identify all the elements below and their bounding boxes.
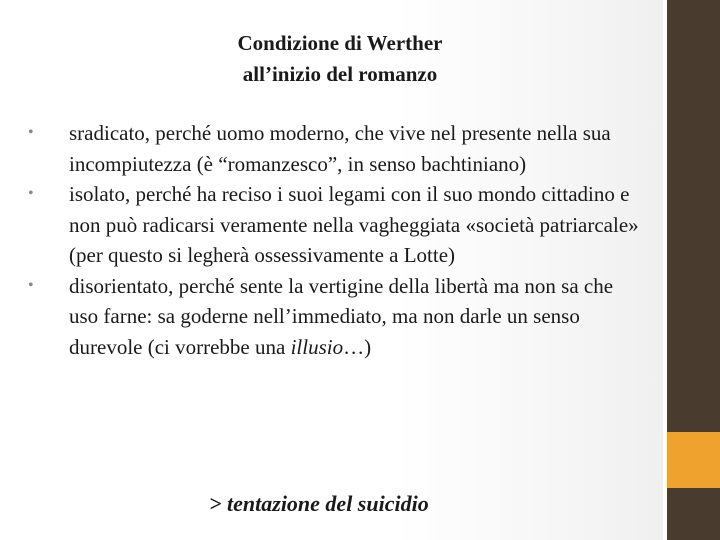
- conclusion-text: > tentazione del suicidio: [209, 491, 429, 516]
- bullet-text-tail: …): [343, 334, 372, 359]
- bullet-icon: •: [28, 124, 34, 141]
- bullet-item-disorientato: [24, 271, 644, 363]
- bullet-item-isolato: [24, 179, 644, 271]
- title-line-1: Condizione di Werther: [237, 31, 443, 55]
- bullet-icon: •: [28, 185, 34, 202]
- title-line-2: all’inizio del romanzo: [242, 62, 438, 86]
- slide-title: [180, 28, 500, 90]
- bullet-text: isolato, perché ha reciso i suoi legami con il suo mondo cittadino e non può radicarsi veramente nella vagheggiata «società patriarcale» (per questo si legherà ossessivamente a Lotte): [69, 182, 639, 267]
- bullet-text: sradicato, perché uomo moderno, che vive nel presente nella sua incompiutezza (è “romanzesco”, in senso bachtiniano): [69, 121, 611, 176]
- bullet-text: disorientato, perché sente la vertigine della libertà ma non sa che uso farne: sa goderne nell’immediato, ma non darle un senso durevole (ci vorrebbe una: [69, 273, 614, 359]
- bullet-italic-term: illusio: [290, 334, 344, 359]
- bullet-item-sradicato: [24, 118, 644, 179]
- bullet-list: [24, 118, 644, 362]
- bullet-icon: •: [28, 276, 34, 294]
- side-accent-block: [667, 432, 720, 488]
